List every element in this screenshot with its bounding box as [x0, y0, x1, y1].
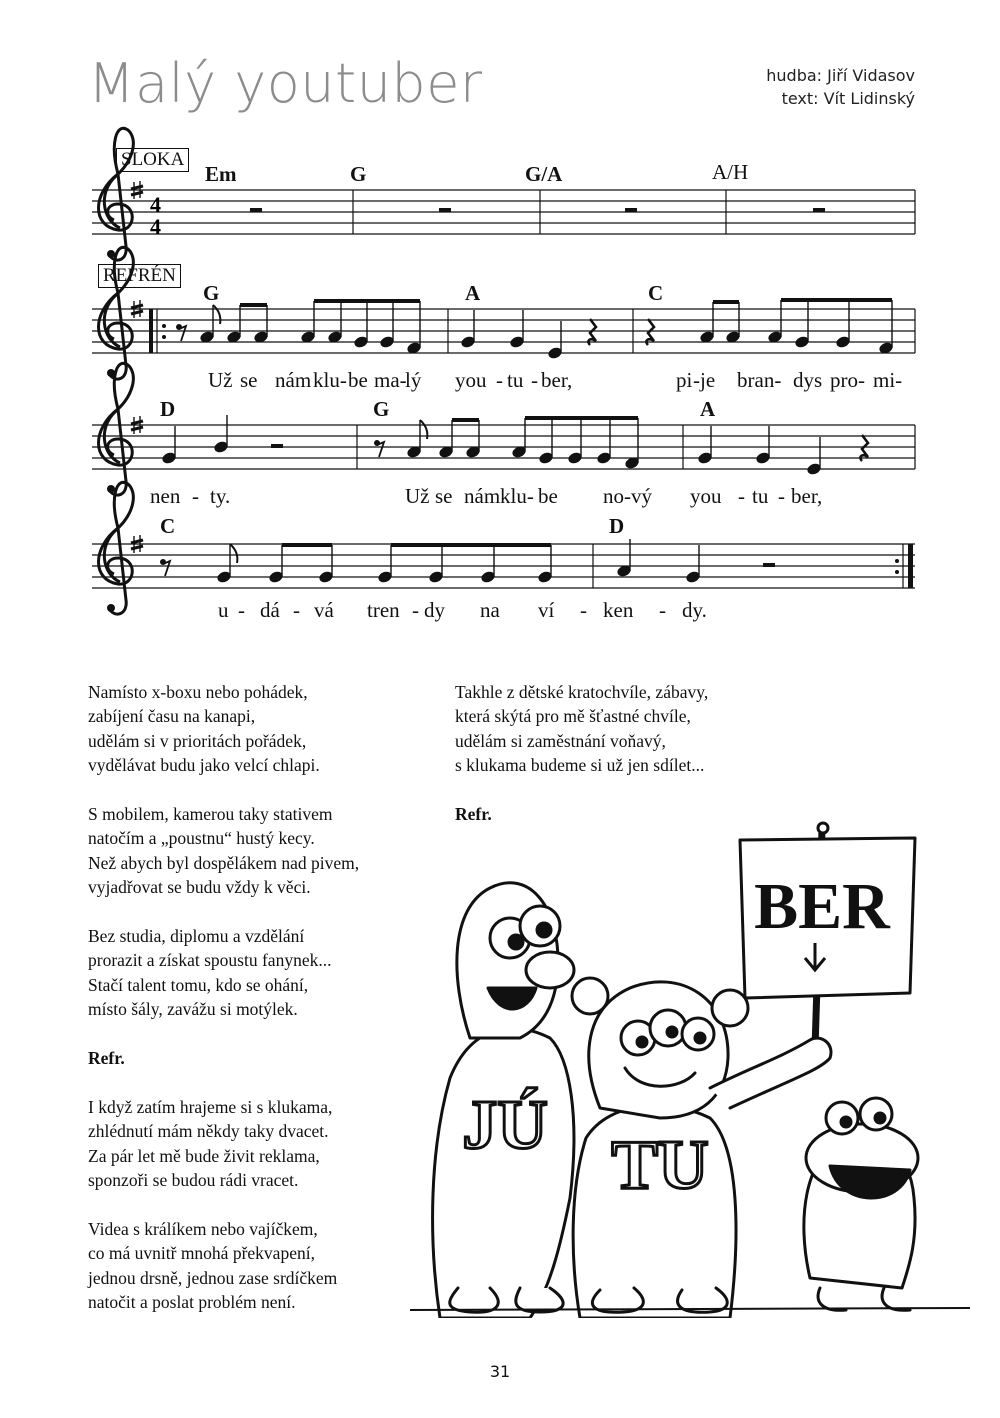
- verse-line: která skýtá pro mě šťastné chvíle,: [455, 706, 691, 727]
- song-title: Malý youtuber: [88, 52, 483, 115]
- chord: A: [465, 281, 481, 305]
- verse-line: co má uvnitř mnohá překvapení,: [88, 1243, 315, 1264]
- syllable: -: [293, 598, 300, 622]
- svg-text:4: 4: [150, 192, 161, 217]
- refrain-marker: Refr.: [88, 1048, 125, 1069]
- syllable: u: [218, 598, 229, 622]
- chord: G: [350, 162, 367, 186]
- syllable: ken: [603, 598, 634, 622]
- verse-line: Bez studia, diplomu a vzdělání: [88, 926, 305, 947]
- syllable: pi: [676, 368, 693, 392]
- syllable: na: [480, 598, 500, 622]
- stanza: [88, 1217, 428, 1315]
- syllable: klu-: [500, 484, 534, 508]
- syllable: dá: [260, 598, 280, 622]
- verses-left-column: [88, 680, 428, 1339]
- shirt-text-left: JÚ: [462, 1087, 548, 1164]
- verse-line: s klukama budeme si už jen sdílet...: [455, 755, 705, 776]
- syllable: -: [496, 368, 503, 392]
- syllable: tu: [752, 484, 769, 508]
- verse-line: Videa s králíkem nebo vajíčkem,: [88, 1218, 318, 1239]
- syllable: -: [238, 598, 245, 622]
- syllable: dy.: [682, 598, 707, 622]
- syllable: ty.: [210, 484, 231, 508]
- verse-line: I když zatím hrajeme si s klukama,: [88, 1096, 333, 1117]
- chord: D: [160, 397, 176, 421]
- syllable: -je: [693, 368, 716, 392]
- syllable: lý: [405, 368, 422, 392]
- cartoon-illustration: [410, 818, 970, 1318]
- verse-line: udělám si zaměstnání voňavý,: [455, 730, 666, 751]
- syllable: -: [192, 484, 199, 508]
- refrain-marker: Refr.: [455, 804, 492, 825]
- chord: Em: [205, 162, 237, 186]
- verse-line: natočit a poslat problém není.: [88, 1292, 296, 1313]
- lyrics-credit: text: Vít Lidinský: [781, 89, 915, 108]
- syllable: -: [738, 484, 745, 508]
- verse-line: vydělávat budu jako velcí chlapi.: [88, 755, 320, 776]
- verse-line: zhlédnutí mám někdy taky dvacet.: [88, 1121, 329, 1142]
- syllable: be: [538, 484, 558, 508]
- verse-line: sponzoři se budou rádi vracet.: [88, 1170, 299, 1191]
- chord: C: [160, 514, 176, 538]
- syllable: dy: [424, 598, 445, 622]
- syllable: bran-: [737, 368, 782, 392]
- syllable: be: [348, 368, 368, 392]
- verse-line: vyjadřovat se budu vždy k věci.: [88, 877, 311, 898]
- sign-text: BER: [754, 870, 890, 943]
- chord: A: [700, 397, 716, 421]
- syllable: vá: [314, 598, 334, 622]
- syllable: ber,: [791, 484, 823, 508]
- verse-line: natočím a „poustnu“ hustý kecy.: [88, 828, 315, 849]
- page-number: 31: [489, 1362, 511, 1381]
- syllable: se: [240, 368, 258, 392]
- verse-line: zabíjení času na kanapi,: [88, 706, 256, 727]
- verse-line: Namísto x-boxu nebo pohádek,: [88, 682, 308, 702]
- syllable: -: [778, 484, 785, 508]
- syllable: -: [659, 598, 666, 622]
- staff-row-2: [92, 247, 915, 379]
- stanza: [88, 1095, 428, 1193]
- verse-line: jednou drsně, jednou zase srdíčkem: [88, 1267, 338, 1288]
- syllable: no-: [603, 484, 631, 508]
- stanza: [88, 802, 428, 900]
- verse-line: udělám si v prioritách pořádek,: [88, 730, 307, 751]
- syllable: vý: [631, 484, 652, 508]
- sheet-music: [0, 0, 1000, 640]
- syllable: Už: [208, 368, 233, 392]
- stanza: [88, 924, 428, 1022]
- syllable: se: [435, 484, 453, 508]
- syllable: dys: [793, 368, 823, 392]
- staff-row-1: [92, 128, 915, 260]
- verse-line: Stačí talent tomu, kdo se ohání,: [88, 974, 309, 995]
- syllable: nen: [150, 484, 181, 508]
- verse-line: prorazit a získat spoustu fanynek...: [88, 950, 332, 971]
- syllable: ma-: [374, 368, 407, 392]
- syllable: pro-: [830, 368, 865, 392]
- section-label-verse: SLOKA: [116, 148, 189, 172]
- chord: D: [609, 514, 625, 538]
- svg-text:4: 4: [150, 214, 161, 239]
- syllable: Už: [405, 484, 430, 508]
- syllable: -: [412, 598, 419, 622]
- syllable: you: [690, 484, 722, 508]
- chord: G: [203, 281, 220, 305]
- chord: A/H: [712, 160, 749, 184]
- syllable: tu: [507, 368, 524, 392]
- syllable: nám: [464, 484, 501, 508]
- syllable: -: [531, 368, 538, 392]
- verse-line: Za pár let mě bude živit reklama,: [88, 1145, 320, 1166]
- shirt-text-right: TU: [611, 1127, 709, 1204]
- syllable: mi-: [873, 368, 903, 392]
- section-label-chorus: REFRÉN: [98, 264, 181, 288]
- syllable: tren: [367, 598, 400, 622]
- syllable: you: [455, 368, 487, 392]
- verse-line: místo šály, zavážu si motýlek.: [88, 999, 298, 1020]
- chord: G: [373, 397, 390, 421]
- chord: G/A: [525, 162, 563, 186]
- music-credit: hudba: Jiří Vidasov: [766, 66, 915, 85]
- chord: C: [648, 281, 664, 305]
- syllable: nám: [275, 368, 312, 392]
- verse-line: Než abych byl dospělákem nad pivem,: [88, 852, 360, 873]
- syllable: -: [580, 598, 587, 622]
- syllable: klu-: [313, 368, 347, 392]
- verse-line: Takhle z dětské kratochvíle, zábavy,: [455, 682, 709, 702]
- stanza: [455, 680, 795, 778]
- syllable: ber,: [541, 368, 573, 392]
- stanza: [88, 680, 428, 778]
- verse-line: S mobilem, kamerou taky stativem: [88, 804, 333, 825]
- syllable: ví: [538, 598, 555, 622]
